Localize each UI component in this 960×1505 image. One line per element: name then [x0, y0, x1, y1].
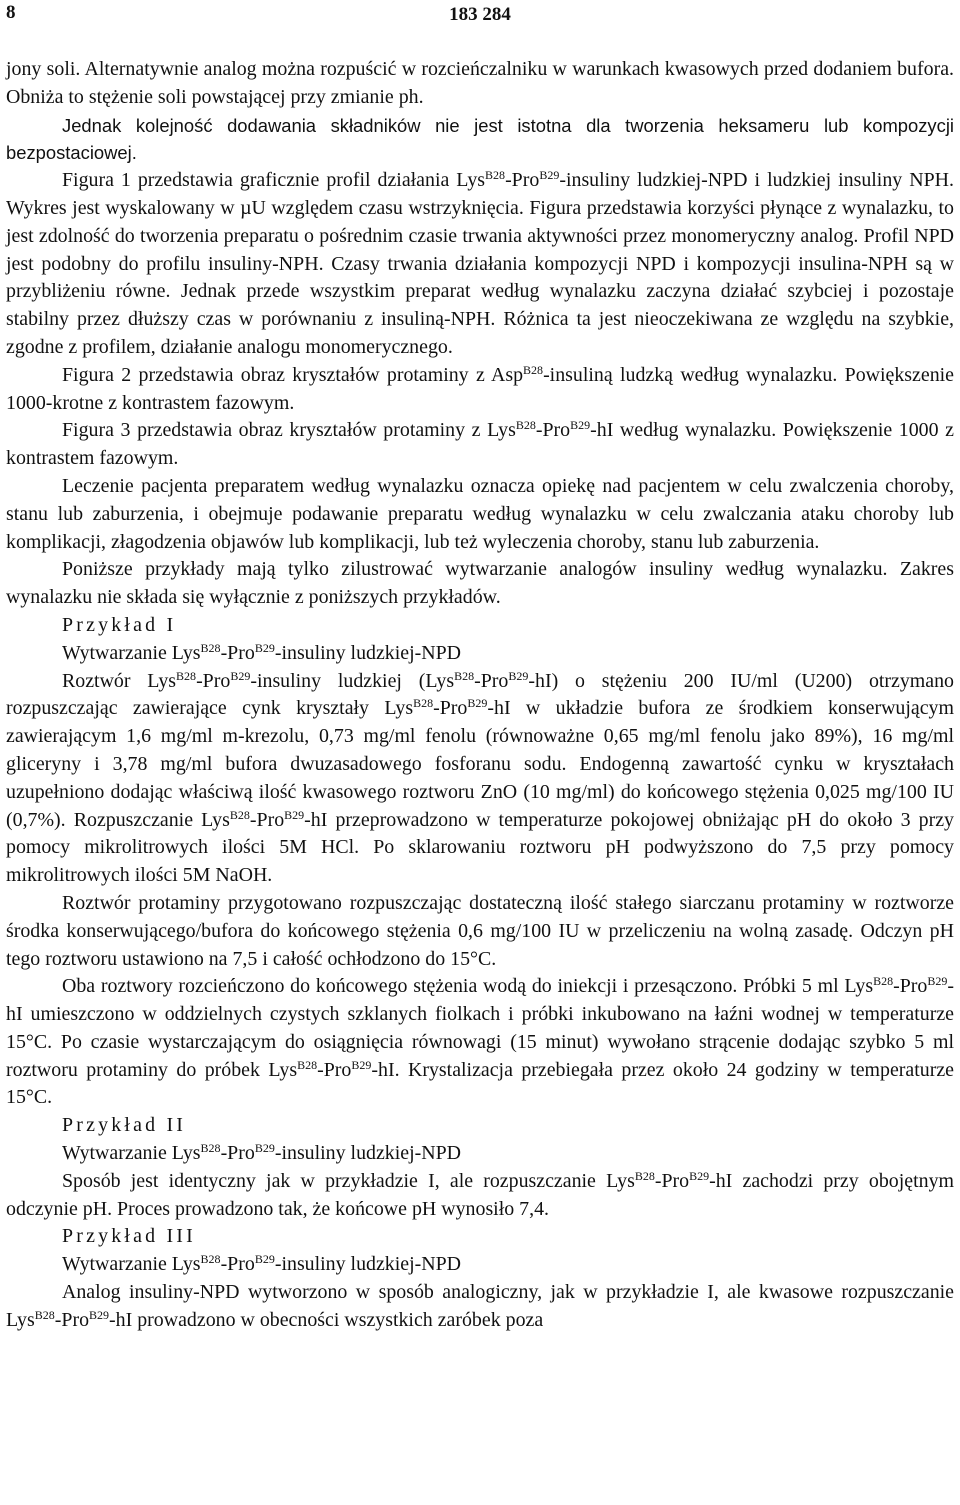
paragraph: Leczenie pacjenta preparatem według wynalazku oznacza opiekę nad pacjentem w celu zwalczenia choroby, stanu lub zaburzenia, i obejmuje podawanie preparatu według wynalazku w celu zwalczania ataku choroby lub komplikacji, złagodzenia objawów lub komplikacji, lub też wyleczenia choroby, stanu lub zaburzenia.	[6, 474, 954, 553]
example-heading: Przykład III	[62, 1225, 196, 1248]
paragraph: Roztwór Lys$^{B28}$-Pro$^{B29}$-insuliny ludzkiej (Lys$^{B28}$-Pro$^{B29}$-hI) o stężeniu 200 IU/ml (U200) otrzymano rozpuszczając zawierające cynk kryształy Lys$^{B28}$-Pro$^{B29}$-hI w układzie bufora ze środkiem konserwującym zawierającym 1,6 mg/ml m-krezolu, 0,73 mg/ml fenolu (równoważne 0,65 mg/ml fenolu jako 89%), 16 mg/ml gliceryny i 3,78 mg/ml bufora dwuzasadowego fosforanu sodu. Endogenną zawartość cynku w kryształach uzupełniono dodając właściwą ilość kwasowego roztworu ZnO (10 mg/ml) do końcowego stężenia 0,025 mg/100 IU (0,7%). Rozpuszczanie Lys$^{B28}$-Pro$^{B29}$-hI przeprowadzono w temperaturze pokojowej obniżając pH do około 3 przy pomocy mikrolitrowych ilości 5M HCl. Po sklarowaniu roztworu pH podwyższono do 7,5 przy pomocy mikrolitrowych ilości 5M NaOH.	[6, 668, 954, 887]
document-number: 183 284	[449, 4, 511, 25]
paragraph-figure-2: Figura 2 przedstawia obraz kryształów protaminy z Asp$^{B28}$-insuliną ludzką według wynalazku. Powiększenie 1000-krotne z kontrastem fazowym.	[6, 362, 954, 414]
paragraph: Jednak kolejność dodawania składników nie jest istotna dla tworzenia heksameru lub kompozycji bezpostaciowej.	[6, 114, 954, 164]
paragraph: jony soli. Alternatywnie analog można rozpuścić w rozcieńczalniku w warunkach kwasowych przed dodaniem bufora. Obniża to stężenie soli powstającej przy zmianie ph.	[6, 58, 954, 108]
example-heading: Przykład I	[62, 613, 177, 636]
page-header	[0, 0, 960, 40]
example-heading: Przykład II	[62, 1114, 187, 1137]
paragraph: Roztwór protaminy przygotowano rozpuszczając dostateczną ilość stałego siarczanu protaminy w roztworze środka konserwującego/bufora do końcowego stężenia 0,6 mg/100 IU w przeliczeniu na wolną zasadę. Odczyn pH tego roztworu ustawiono na 7,5 i całość ochłodzono do 15°C.	[6, 891, 954, 970]
paragraph: Poniższe przykłady mają tylko zilustrować wytwarzanie analogów insuliny według wynalazku. Zakres wynalazku nie składa się wyłącznie z poniższych przykładów.	[6, 558, 954, 609]
page-number: 8	[6, 2, 16, 23]
example-title: Wytwarzanie Lys$^{B28}$-Pro$^{B29}$-insuliny ludzkiej-NPD	[62, 1252, 462, 1276]
paragraph: Analog insuliny-NPD wytworzono w sposób analogiczny, jak w przykładzie I, ale kwasowe rozpuszczanie Lys$^{B28}$-Pro$^{B29}$-hI prowadzono w obecności wszystkich zaróbek poza	[6, 1281, 954, 1331]
example-title: Wytwarzanie Lys$^{B28}$-Pro$^{B29}$-insuliny ludzkiej-NPD	[62, 640, 462, 664]
paragraph: Oba roztwory rozcieńczono do końcowego stężenia wodą do iniekcji i przesączono. Próbki 5 ml Lys$^{B28}$-Pro$^{B29}$-hI umieszczono w oddzielnych czystych szklanych fiolkach i próbki inkubowano na łaźni wodnej w temperaturze 15°C. Po czasie wystarczającym do osiągnięcia równowagi (15 minut) wywołano strącenie dodając szybko 5 ml roztworu protaminy do próbek Lys$^{B28}$-Pro$^{B29}$-hI. Krystalizacja przebiegała przez około 24 godziny w temperaturze 15°C.	[6, 974, 954, 1109]
document-body	[6, 56, 954, 1335]
paragraph-figure-3: Figura 3 przedstawia obraz kryształów protaminy z Lys$^{B28}$-Pro$^{B29}$-hI według wynalazku. Powiększenie 1000 z kontrastem fazowym.	[6, 418, 954, 470]
paragraph: Sposób jest identyczny jak w przykładzie I, ale rozpuszczanie Lys$^{B28}$-Pro$^{B29}$-hI zachodzi przy obojętnym odczynie pH. Proces prowadzono tak, że końcowe pH wynosiło 7,4.	[6, 1168, 954, 1220]
example-title: Wytwarzanie Lys$^{B28}$-Pro$^{B29}$-insuliny ludzkiej-NPD	[62, 1141, 462, 1165]
paragraph-figure-1: Figura 1 przedstawia graficznie profil działania Lys$^{B28}$-Pro$^{B29}$-insuliny ludzkiej-NPD i ludzkiej insuliny NPH. Wykres jest wyskalowany w µU względem czasu wstrzyknięcia. Figura przedstawia korzyści płynące z wynalazku, to jest zdolność do tworzenia preparatu o pośrednim czasie trwania aktywności przez monomeryczny analog. Profil NPD jest podobny do profilu insuliny-NPH. Czasy trwania działania kompozycji NPD i kompozycji insulina-NPH są w przybliżeniu równe. Jednak przede wszystkim preparat według wynalazku zaczyna działać szybciej i pozostaje stabilny przez dłuższy czas w porównaniu z insuliną-NPH. Różnica ta jest nieoczekiwana ze względu na szybkie, zgodne z profilem, działanie analogu monomerycznego.	[6, 168, 954, 358]
